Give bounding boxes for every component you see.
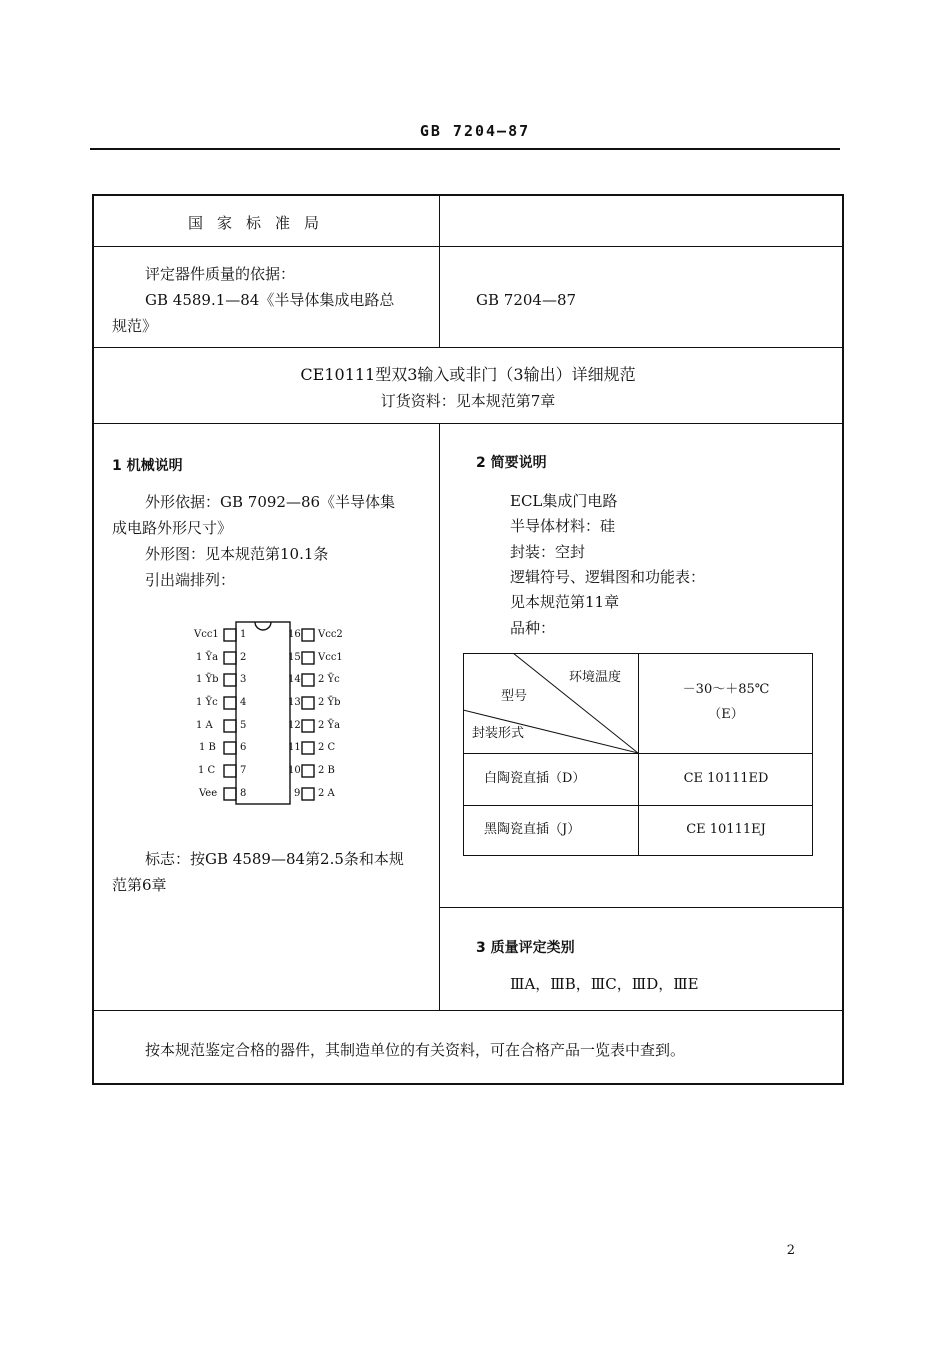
pin-number: 4 <box>240 697 247 708</box>
row-divider-3 <box>92 423 844 424</box>
brief-item: ECL集成门电路 <box>510 492 618 510</box>
pin-number: 8 <box>240 788 247 799</box>
row-divider-1 <box>92 246 844 247</box>
pin-number: 10 <box>288 765 301 776</box>
pin-name: 2 Ȳb <box>318 697 341 708</box>
pin-name: 2 Ȳa <box>318 720 341 731</box>
temp-range: －30～＋85℃ <box>682 682 770 697</box>
header-rule <box>90 148 840 150</box>
row-divider-4 <box>92 1010 844 1011</box>
page-number: 2 <box>786 1243 795 1258</box>
brief-item: 逻辑符号、逻辑图和功能表： <box>510 568 706 586</box>
pin-name: Vcc1 <box>318 652 343 663</box>
pin-number: 12 <box>288 720 301 731</box>
footer-note: 按本规范鉴定合格的器件，其制造单位的有关资料，可在合格产品一览表中查到。 <box>145 1041 686 1059</box>
pin-number: 11 <box>288 742 301 753</box>
pin-number: 7 <box>240 765 247 776</box>
pin-name: Vcc2 <box>318 629 343 640</box>
dip16-package <box>180 615 360 815</box>
pin-name: 2 B <box>318 765 335 776</box>
section3-heading: 3 质量评定类别 <box>476 940 575 956</box>
marking-line2: 范第6章 <box>112 876 167 894</box>
model-number: CE 10111EJ <box>686 822 766 837</box>
left-pin-stubs <box>224 629 236 800</box>
pin-name: 2 A <box>318 788 335 799</box>
row-divider-section3 <box>439 907 844 908</box>
temp-code: （E） <box>708 707 744 722</box>
pin-number: 5 <box>240 720 247 731</box>
brief-item: 见本规范第11章 <box>510 593 620 611</box>
outline-basis-line2: 成电路外形尺寸》 <box>112 519 233 537</box>
package-type: 黑陶瓷直插（J） <box>484 822 581 837</box>
brief-item: 半导体材料：硅 <box>510 517 616 535</box>
standard-number: GB 7204—87 <box>476 291 577 309</box>
pin-number: 2 <box>240 652 247 663</box>
pin-name: 1 A <box>196 720 213 731</box>
pin-number: 1 <box>240 629 247 640</box>
basis-ref-line2: 规范》 <box>112 317 158 335</box>
pin-name: 1 Ȳa <box>196 652 219 663</box>
outline-basis-line1: 外形依据：GB 7092—86《半导体集 <box>145 493 396 511</box>
basis-ref-line1: GB 4589.1—84《半导体集成电路总 <box>145 291 395 309</box>
variants-row-divider <box>463 805 813 806</box>
ordering-info: 订货资料：见本规范第7章 <box>380 392 556 410</box>
pin-name: Vee <box>199 788 218 799</box>
pin-number: 9 <box>294 788 301 799</box>
brief-item: 封装：空封 <box>510 543 586 561</box>
spec-title: CE10111型双3输入或非门（3输出）详细规范 <box>300 365 636 384</box>
pin-name: 2 Ȳc <box>318 674 340 685</box>
divider-middle <box>439 423 440 1010</box>
header-package: 封装形式 <box>472 726 525 741</box>
pinout-label: 引出端排列： <box>145 571 236 589</box>
document-code: GB 7204—87 <box>419 122 531 140</box>
header-model: 型号 <box>501 689 528 704</box>
divider-top <box>439 194 440 347</box>
package-type: 白陶瓷直插（D） <box>484 771 586 786</box>
header-environment-temp: 环境温度 <box>569 670 622 685</box>
pin-name: 2 C <box>318 742 336 753</box>
pin-name: 1 B <box>199 742 216 753</box>
pin-number: 15 <box>288 652 301 663</box>
section2-heading: 2 简要说明 <box>476 455 547 471</box>
pin-number: 3 <box>240 674 247 685</box>
outline-drawing: 外形图：见本规范第10.1条 <box>145 545 329 563</box>
pin-name: 1 C <box>198 765 216 776</box>
pin-number: 13 <box>288 697 301 708</box>
pin-number: 16 <box>288 629 301 640</box>
pin-name: 1 Ȳb <box>196 674 219 685</box>
right-pin-stubs <box>302 629 314 800</box>
row-divider-2 <box>92 347 844 348</box>
brief-item: 品种： <box>510 619 556 637</box>
model-number: CE 10111ED <box>683 771 769 786</box>
chip-notch <box>255 622 271 630</box>
pin-name: Vcc1 <box>194 629 219 640</box>
pin-number: 14 <box>288 674 301 685</box>
marking-line1: 标志：按GB 4589—84第2.5条和本规 <box>145 850 404 868</box>
basis-label: 评定器件质量的依据： <box>145 265 296 283</box>
quality-categories: ⅢA，ⅢB，ⅢC，ⅢD，ⅢE <box>510 975 699 993</box>
section1-heading: 1 机械说明 <box>112 458 183 474</box>
issuing-bureau: 国家标准局 <box>188 214 334 232</box>
pin-number: 6 <box>240 742 247 753</box>
pin-name: 1 Ȳc <box>196 697 218 708</box>
